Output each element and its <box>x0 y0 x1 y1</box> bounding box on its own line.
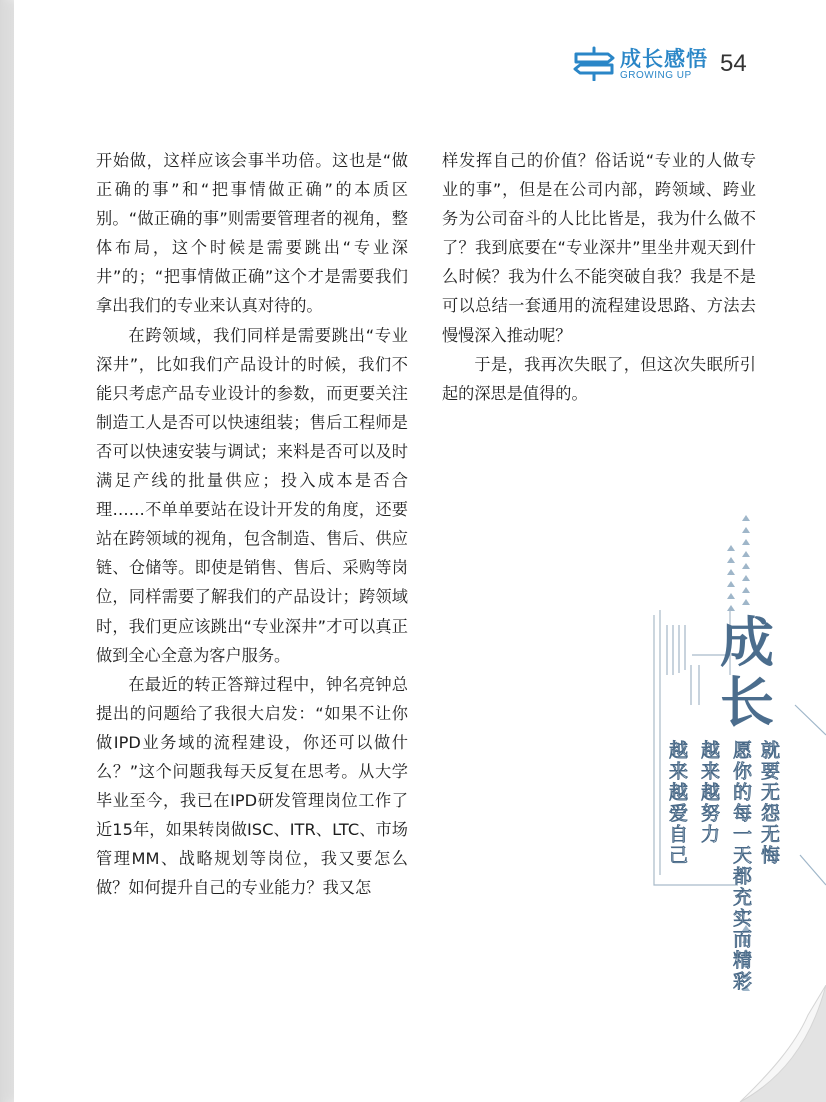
book-spine-shadow <box>0 0 14 1102</box>
left-text-column <box>96 146 408 902</box>
paragraph: 样发挥自己的价值？俗话说“专业的人做专业的事”，但是在公司内部，跨领域、跨业务为公司奋斗的人比比皆是，我为什么做不了？我到底要在“专业深井”里坐井观天到什么时候？我为什么不能突破自我？我是不是可以总结一套通用的流程建设思路、方法去慢慢深入推动呢？ <box>442 151 756 345</box>
deco-char-cheng: 成 <box>720 611 774 674</box>
decoration-lines <box>620 515 826 1025</box>
signpost-logo-icon <box>572 45 616 81</box>
page-curl <box>700 985 826 1102</box>
deco-vertical-line: 越来越努力 <box>698 740 720 845</box>
magazine-page <box>14 0 826 1102</box>
page-number: 54 <box>720 50 747 77</box>
paragraph: 于是，我再次失眠了，但这次失眠所引起的深思是值得的。 <box>442 354 756 403</box>
deco-char-zhang: 长 <box>720 671 774 734</box>
paragraph: 在跨领域，我们同样是需要跳出“专业深井”，比如我们产品设计的时候，我们不能只考虑产品专业设计的参数，而更要关注制造工人是否可以快速组装；售后工程师是否可以快速安装与调试；来料是否可以及时满足产线的批量供应；投入成本是否合理……不单单要站在设计开发的角度，还要站在跨领域的视角，包含制造、售后、供应链、仓储等。即使是销售、售后、采购等岗位，同样需要了解我们的产品设计；跨领域时，我们更应该跳出“专业深井”才可以真正做到全心全意为客户服务。 <box>96 325 408 665</box>
paragraph: 开始做，这样应该会事半功倍。这也是“做正确的事”和“把事情做正确”的本质区别。“做正确的事”则需要管理者的视角，整体布局，这个时候是需要跳出“专业深井”的；“把事情做正确”这个才是需要我们拿出我们的专业来认真对待的。 <box>96 151 408 316</box>
deco-vertical-line: 越来越爱自己 <box>666 740 688 866</box>
growth-decoration <box>620 515 826 1025</box>
section-title: 成长感悟 <box>620 47 708 71</box>
deco-vertical-line: 愿你的每一天都充实而精彩 <box>730 740 752 992</box>
paragraph: 在最近的转正答辩过程中，钟名亮钟总提出的问题给了我很大启发：“如果不让你做IPD业务域的流程建设，你还可以做什么？”这个问题我每天反复在思考。从大学毕业至今，我已在IPD研发管理岗位工作了近15年，如果转岗做ISC、ITR、LTC、市场管理MM、战略规划等岗位，我又要怎么做？如何提升自己的专业能力？我又怎 <box>96 674 408 898</box>
section-subtitle: GROWING UP <box>620 70 692 81</box>
deco-vertical-line: 就要无怨无悔 <box>758 740 780 866</box>
right-text-column <box>442 146 756 408</box>
